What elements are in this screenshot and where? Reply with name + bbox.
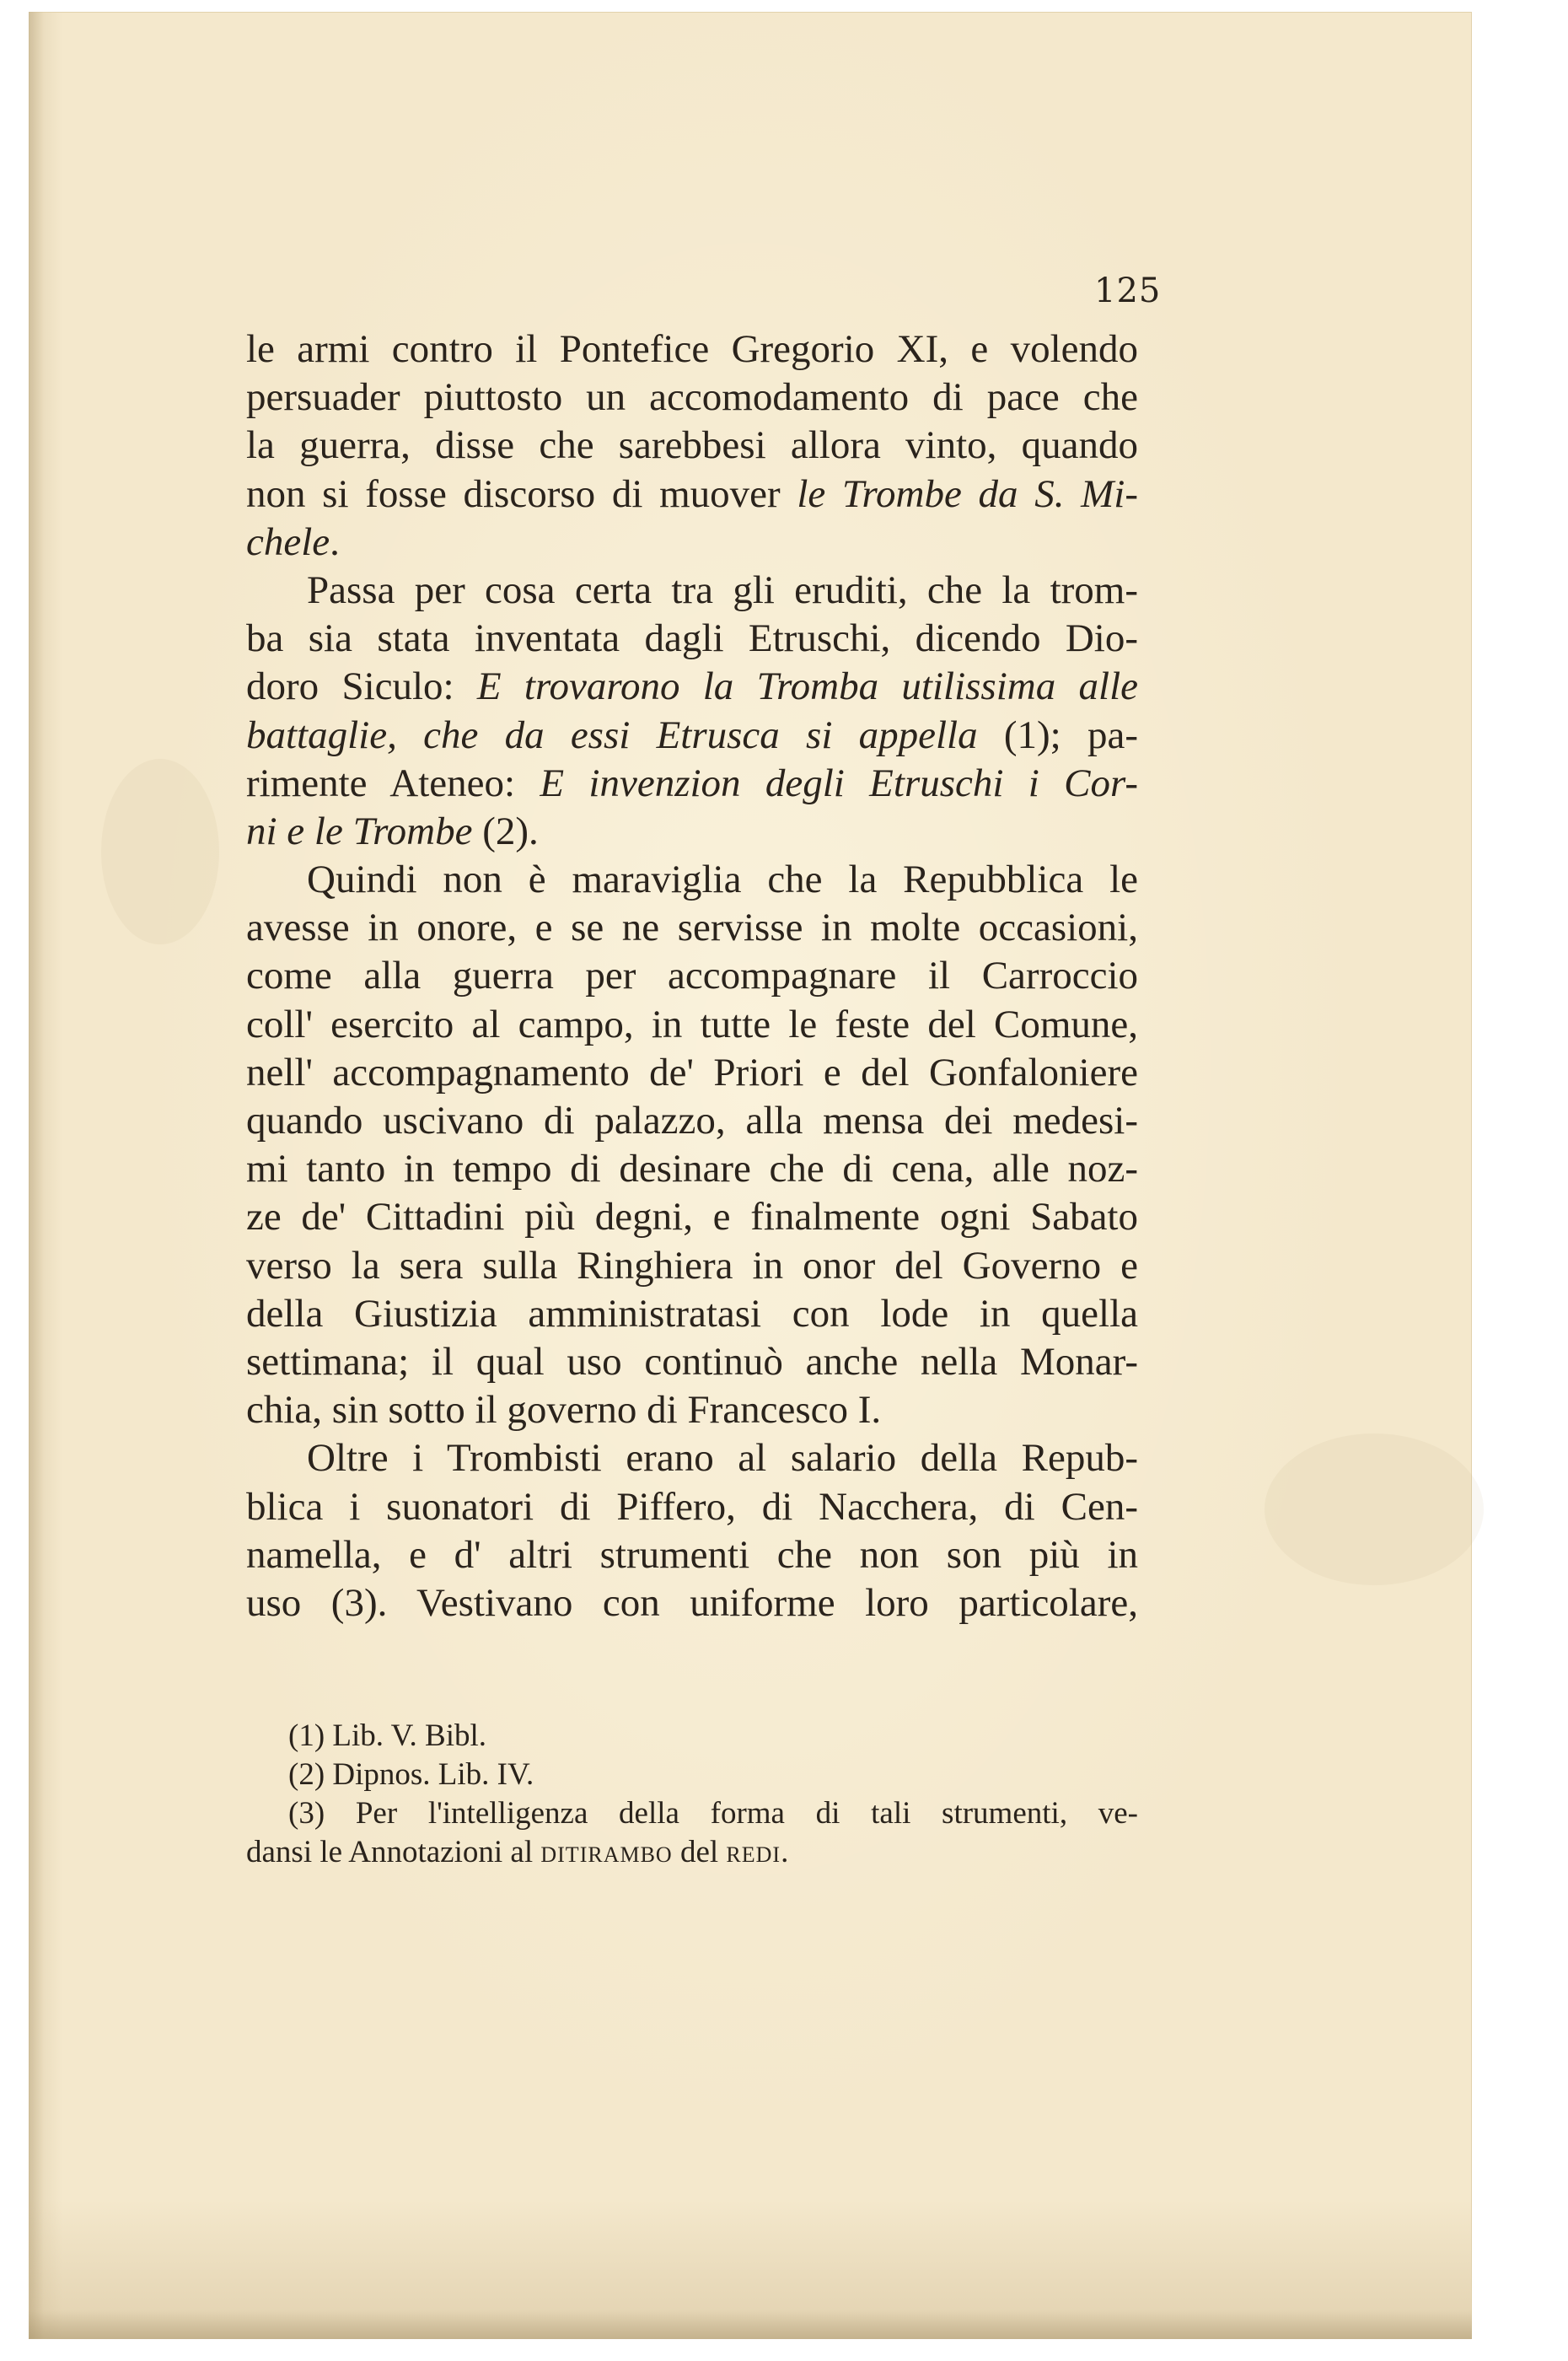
text-line	[246, 1145, 1138, 1193]
text-segment: non si fosse discorso di muover	[246, 471, 797, 516]
text-segment: namella, e d' altri strumenti che non son più in	[246, 1532, 1138, 1577]
page-number: 125	[1094, 272, 1162, 310]
text-line	[246, 374, 1138, 422]
page-left-edge	[29, 12, 44, 2339]
footnote-author-redi: redi	[726, 1835, 781, 1869]
text-line	[246, 1193, 1138, 1241]
text-line	[246, 904, 1138, 952]
footnote-3-line-2	[246, 1833, 1138, 1872]
text-segment: la guerra, disse che sarebbesi allora vinto, quando	[246, 423, 1138, 468]
text-line	[246, 712, 1138, 760]
italic-text: E trovarono la Tromba utilissima alle	[476, 664, 1138, 709]
text-line	[246, 1386, 1138, 1434]
text-line	[246, 856, 1138, 904]
text-segment: ze de' Cittadini più degni, e finalmente ogni Sabato	[246, 1195, 1138, 1240]
text-line	[246, 615, 1138, 663]
text-line	[246, 1049, 1138, 1097]
text-segment: ba sia stata inventata dagli Etruschi, dicendo Dio-	[246, 616, 1138, 661]
paper-stain	[1265, 1433, 1484, 1585]
text-line	[246, 663, 1138, 711]
text-line	[246, 567, 1138, 615]
text-line	[246, 1579, 1138, 1627]
text-line	[246, 1434, 1138, 1482]
text-line	[246, 1001, 1138, 1049]
text-segment: Passa per cosa certa tra gli eruditi, che la trom-	[307, 567, 1138, 612]
italic-text: battaglie, che da essi Etrusca si appella	[246, 713, 978, 757]
text-line	[246, 760, 1138, 808]
text-line	[246, 1338, 1138, 1386]
text-line	[246, 952, 1138, 1000]
text-segment: Oltre i Trombisti erano al salario della Repub-	[307, 1436, 1138, 1481]
text-line	[246, 422, 1138, 470]
text-line	[246, 1242, 1138, 1290]
text-line	[246, 1531, 1138, 1579]
text-segment: Quindi non è maraviglia che la Repubblica le	[307, 858, 1138, 902]
text-segment: .	[330, 519, 340, 564]
footnote-3-line-1: (3) Per l'intelligenza della forma di tali strumenti, ve-	[288, 1796, 1138, 1831]
text-line	[246, 325, 1138, 374]
text-line	[246, 519, 1138, 567]
body-text	[246, 325, 1138, 1627]
footnote-1: (1) Lib. V. Bibl.	[288, 1718, 487, 1753]
text-line	[246, 1483, 1138, 1531]
text-segment: (2).	[472, 809, 539, 853]
footnotes	[246, 1717, 1138, 1872]
paper-stain	[101, 759, 219, 944]
italic-text: chele	[246, 519, 330, 564]
italic-text: le Trombe da S. Mi-	[797, 471, 1138, 516]
footnote-title-ditirambo: ditirambo	[540, 1835, 673, 1869]
footnote-text: del	[672, 1835, 727, 1869]
text-segment: nell' accompagnamento de' Priori e del Gonfaloniere	[246, 1050, 1138, 1094]
text-segment: come alla guerra per accompagnare il Carroccio	[246, 954, 1138, 998]
page-bottom-edge	[29, 2310, 1472, 2339]
text-segment: rimente Ateneo:	[246, 761, 540, 805]
text-segment: coll' esercito al campo, in tutte le feste del Comune,	[246, 1002, 1138, 1046]
text-segment: le armi contro il Pontefice Gregorio XI, e volendo	[246, 327, 1138, 371]
footnote-text: .	[781, 1835, 789, 1869]
text-segment: doro Siculo:	[246, 664, 477, 709]
text-line	[246, 808, 1138, 856]
text-segment: blica i suonatori di Piffero, di Nacchera, di Cen-	[246, 1484, 1138, 1529]
text-segment: persuader piuttosto un accomodamento di pace che	[246, 375, 1138, 420]
italic-text: ni e le Trombe	[246, 809, 473, 853]
text-segment: avesse in onore, e se ne servisse in molte occasioni,	[246, 906, 1138, 950]
text-segment: settimana; il qual uso continuò anche nella Monar-	[246, 1339, 1138, 1384]
footnote-2: (2) Dipnos. Lib. IV.	[288, 1757, 534, 1792]
text-line	[246, 1290, 1138, 1338]
italic-text: E invenzion degli Etruschi i Cor-	[540, 761, 1138, 805]
text-line	[246, 1097, 1138, 1145]
text-segment: (1); pa-	[977, 713, 1139, 757]
footnote-text: dansi le Annotazioni al	[246, 1835, 541, 1869]
text-segment: quando uscivano di palazzo, alla mensa dei medesi-	[246, 1099, 1138, 1143]
text-segment: mi tanto in tempo di desinare che di cena, alle noz-	[246, 1147, 1138, 1191]
text-segment: della Giustizia amministratasi con lode in quella	[246, 1291, 1138, 1336]
text-segment: verso la sera sulla Ringhiera in onor del Governo e	[246, 1243, 1138, 1288]
text-segment: chia, sin sotto il governo di Francesco I.	[246, 1388, 882, 1433]
text-line	[246, 471, 1138, 519]
text-segment: uso (3). Vestivano con uniforme loro particolare,	[246, 1580, 1138, 1625]
